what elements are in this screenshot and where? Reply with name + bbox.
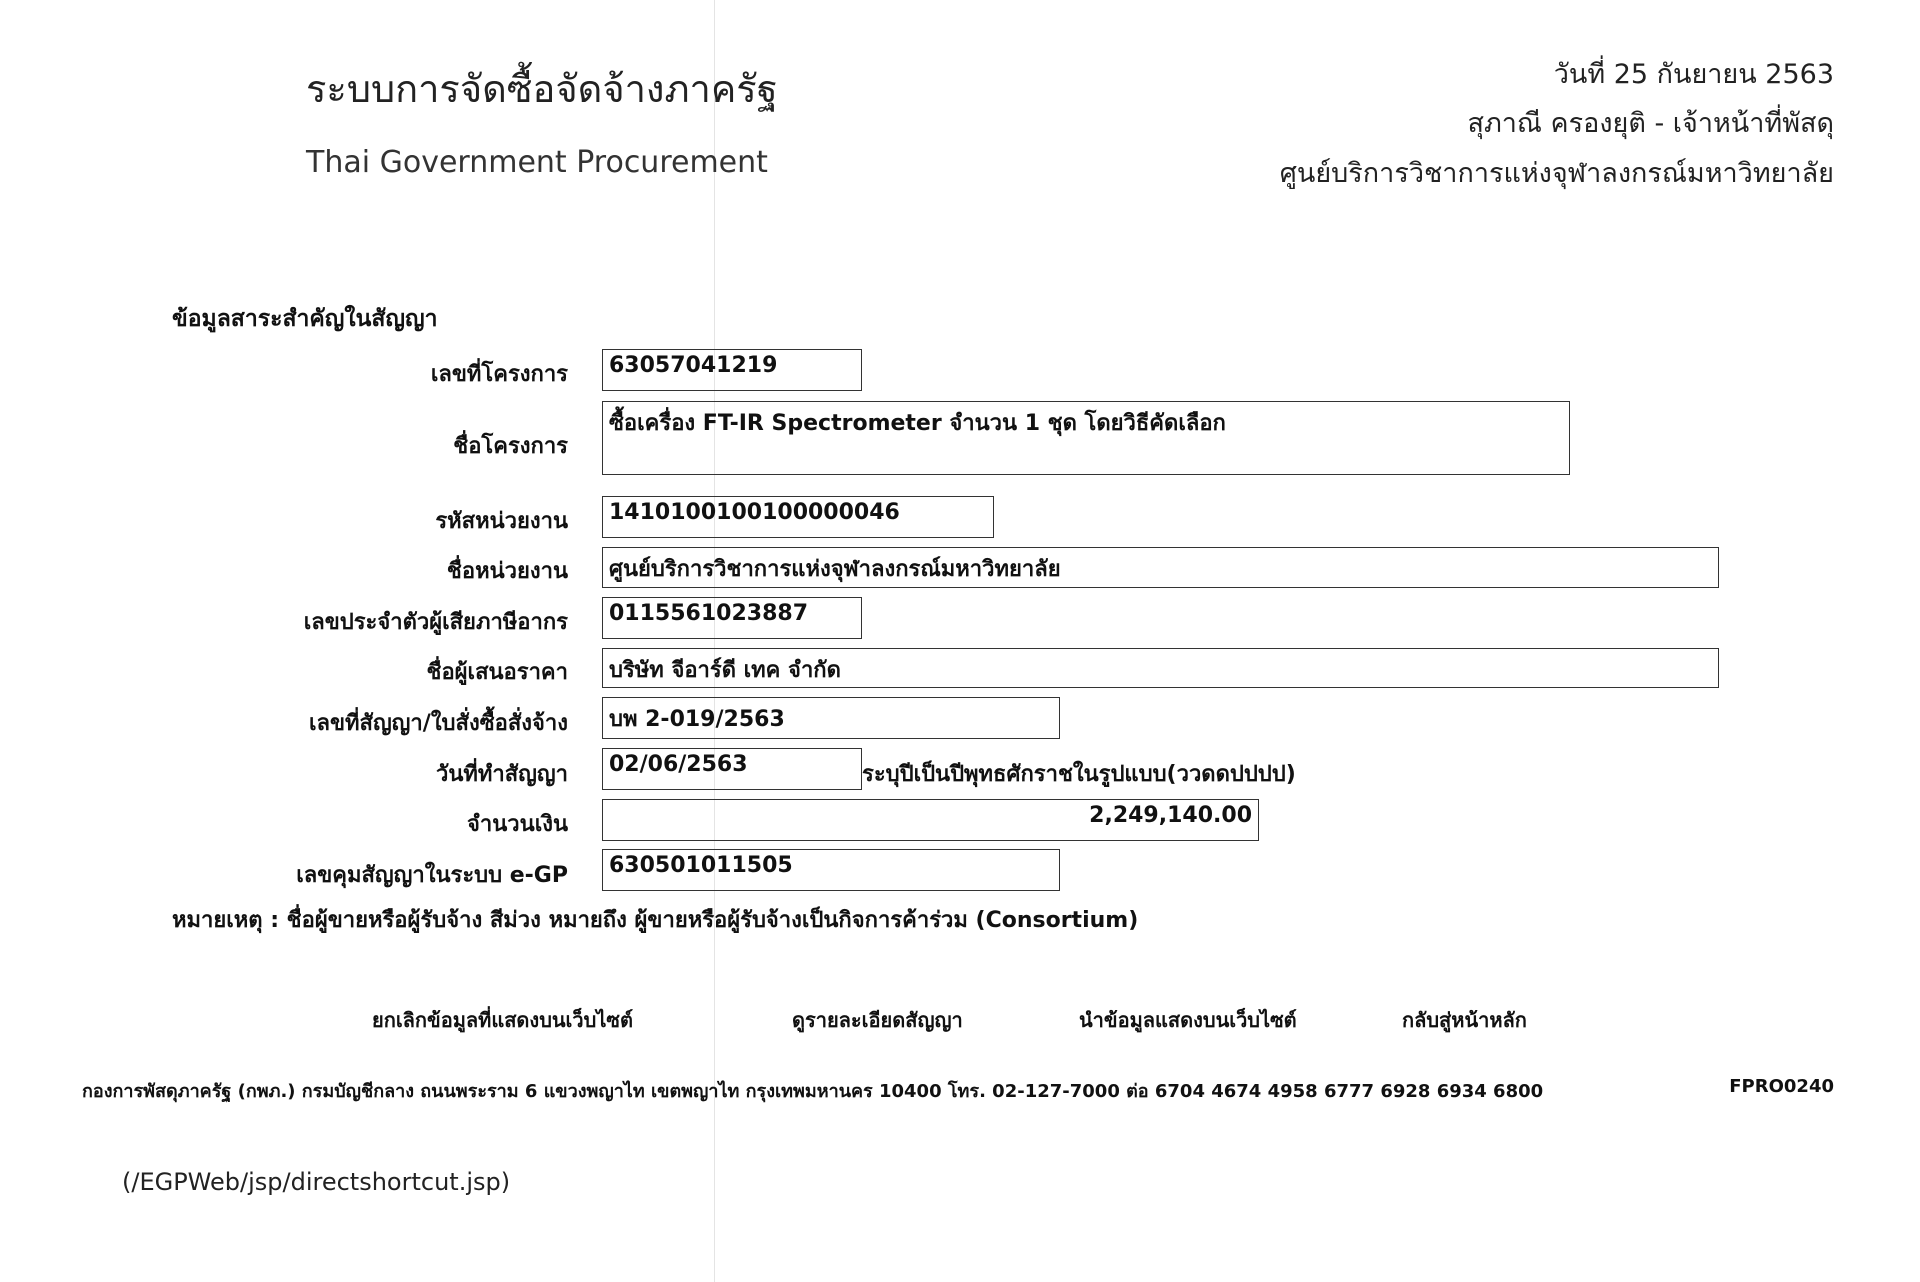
view-contract-detail-link[interactable]: ดูรายละเอียดสัญญา (792, 1008, 963, 1032)
note-suffix: หมายถึง ผู้ขายหรือผู้รับจ้างเป็นกิจการค้าร่วม (Consortium) (548, 908, 1139, 933)
section-title: ข้อมูลสาระสำคัญในสัญญา (172, 306, 438, 332)
user-line: สุภาณี ครองยุติ - เจ้าหน้าที่พัสดุ (1467, 108, 1834, 139)
note-highlight: สีม่วง (489, 908, 541, 933)
publish-to-web-link[interactable]: นำข้อมูลแสดงบนเว็บไซต์ (1079, 1008, 1297, 1032)
contract-no-field[interactable]: บพ 2-019/2563 (602, 697, 1060, 739)
page-code: FPRO0240 (1729, 1076, 1834, 1097)
cancel-web-display-link[interactable]: ยกเลิกข้อมูลที่แสดงบนเว็บไซต์ (372, 1008, 633, 1032)
project-no-field[interactable]: 63057041219 (602, 349, 862, 391)
project-name-field[interactable]: ซื้อเครื่อง FT-IR Spectrometer จำนวน 1 ชุด โดยวิธีคัดเลือก (602, 401, 1570, 475)
label-project-name: ชื่อโครงการ (453, 434, 568, 459)
date-line: วันที่ 25 กันยายน 2563 (1553, 59, 1834, 90)
footer-address: กองการพัสดุภาครัฐ (กพภ.) กรมบัญชีกลาง ถนนพระราม 6 แขวงพญาไท เขตพญาไท กรุงเทพมหานคร 10400 โทร. 02-127-7000 ต่อ 6704 4674 4958 6777 6928 6934 6800 (82, 1081, 1544, 1102)
system-title-th: ระบบการจัดซื้อจัดจ้างภาครัฐ (306, 67, 778, 111)
amount-field[interactable]: 2,249,140.00 (602, 799, 1259, 841)
label-bidder: ชื่อผู้เสนอราคา (426, 660, 568, 685)
dept-code-field[interactable]: 1410100100100000046 (602, 496, 994, 538)
label-tax-id: เลขประจำตัวผู้เสียภาษีอากร (303, 610, 568, 635)
label-contract-date: วันที่ทำสัญญา (435, 762, 568, 787)
tax-id-field[interactable]: 0115561023887 (602, 597, 862, 639)
label-project-no: เลขที่โครงการ (430, 362, 568, 387)
date-format-hint: ระบุปีเป็นปีพุทธศักราชในรูปแบบ(ววดดปปปป) (862, 762, 1296, 787)
org-line: ศูนย์บริการวิชาการแห่งจุฬาลงกรณ์มหาวิทยาลัย (1279, 158, 1834, 189)
dept-name-field[interactable]: ศูนย์บริการวิชาการแห่งจุฬาลงกรณ์มหาวิทยาลัย (602, 547, 1719, 588)
egp-no-field[interactable]: 630501011505 (602, 849, 1060, 891)
label-dept-code: รหัสหน่วยงาน (435, 509, 568, 534)
label-egp-no: เลขคุมสัญญาในระบบ e-GP (296, 863, 568, 888)
back-to-home-link[interactable]: กลับสู่หน้าหลัก (1402, 1008, 1527, 1032)
consortium-note (172, 902, 1138, 937)
contract-date-field[interactable]: 02/06/2563 (602, 748, 862, 790)
bidder-field[interactable]: บริษัท จีอาร์ดี เทค จำกัด (602, 648, 1719, 688)
system-title-en: Thai Government Procurement (306, 145, 768, 180)
label-contract-no: เลขที่สัญญา/ใบสั่งซื้อสั่งจ้าง (308, 711, 568, 736)
label-amount: จำนวนเงิน (467, 812, 568, 837)
note-prefix: หมายเหตุ : ชื่อผู้ขายหรือผู้รับจ้าง (172, 908, 483, 933)
label-dept-name: ชื่อหน่วยงาน (446, 559, 568, 584)
page-url: (/EGPWeb/jsp/directshortcut.jsp) (122, 1168, 511, 1196)
